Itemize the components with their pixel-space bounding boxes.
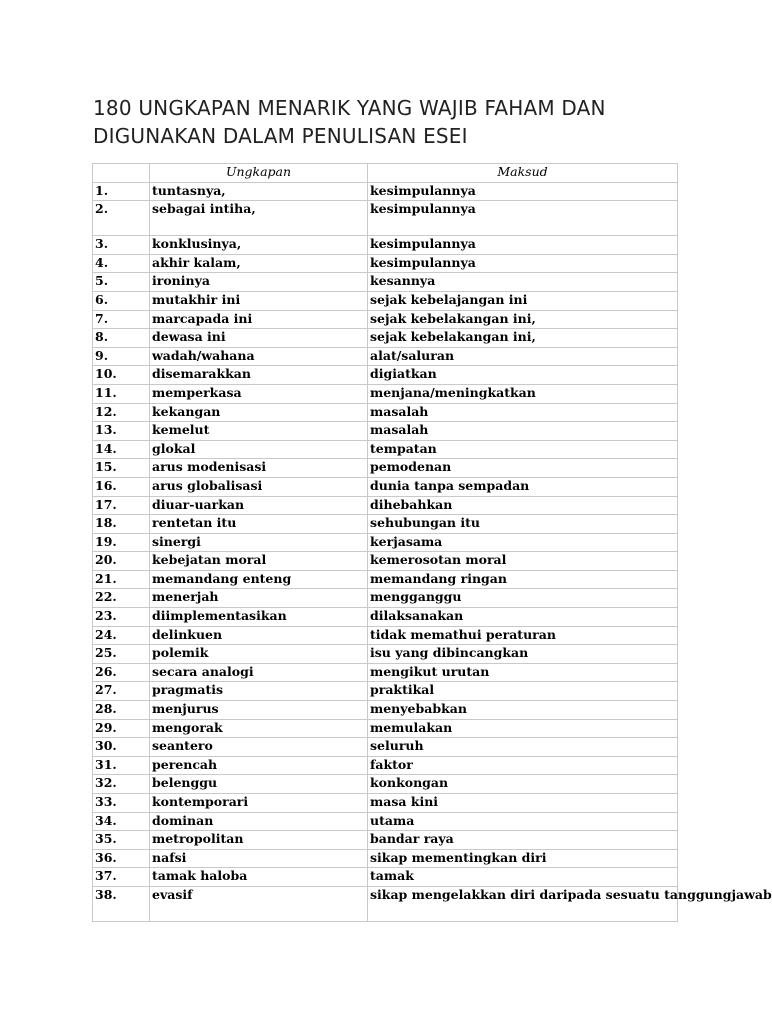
row-maksud: praktikal <box>368 682 678 701</box>
row-ungkapan: perencah <box>150 756 368 775</box>
row-maksud: dilaksanakan <box>368 608 678 627</box>
table-row <box>93 756 678 775</box>
row-maksud: kesannya <box>368 273 678 292</box>
table-row <box>93 201 678 236</box>
row-ungkapan: ironinya <box>150 273 368 292</box>
row-ungkapan: menerjah <box>150 589 368 608</box>
row-ungkapan: evasif <box>150 886 368 921</box>
row-number: 5. <box>93 273 150 292</box>
row-ungkapan: belenggu <box>150 775 368 794</box>
row-maksud: alat/saluran <box>368 347 678 366</box>
row-number: 19. <box>93 533 150 552</box>
row-ungkapan: glokal <box>150 440 368 459</box>
table-row <box>93 570 678 589</box>
table-row <box>93 812 678 831</box>
table-row <box>93 663 678 682</box>
table-row <box>93 682 678 701</box>
row-maksud: konkongan <box>368 775 678 794</box>
table-row <box>93 589 678 608</box>
row-ungkapan: kemelut <box>150 422 368 441</box>
row-maksud: memulakan <box>368 719 678 738</box>
row-ungkapan: arus modenisasi <box>150 459 368 478</box>
row-maksud: kesimpulannya <box>368 254 678 273</box>
row-maksud: pemodenan <box>368 459 678 478</box>
row-ungkapan: pragmatis <box>150 682 368 701</box>
table-row <box>93 886 678 921</box>
row-number: 2. <box>93 201 150 236</box>
row-number: 15. <box>93 459 150 478</box>
table-row <box>93 515 678 534</box>
row-maksud: utama <box>368 812 678 831</box>
row-ungkapan: kekangan <box>150 403 368 422</box>
row-maksud: dihebahkan <box>368 496 678 515</box>
row-number: 34. <box>93 812 150 831</box>
row-maksud: sikap mementingkan diri <box>368 849 678 868</box>
row-number: 16. <box>93 477 150 496</box>
header-number <box>93 164 150 183</box>
row-maksud: tempatan <box>368 440 678 459</box>
row-maksud: mengganggu <box>368 589 678 608</box>
row-ungkapan: seantero <box>150 738 368 757</box>
row-maksud: sejak kebelakangan ini, <box>368 329 678 348</box>
row-ungkapan: dominan <box>150 812 368 831</box>
row-number: 23. <box>93 608 150 627</box>
row-number: 28. <box>93 701 150 720</box>
row-number: 37. <box>93 868 150 887</box>
row-ungkapan: rentetan itu <box>150 515 368 534</box>
row-maksud: sejak kebelajangan ini <box>368 291 678 310</box>
vocabulary-table <box>92 163 772 922</box>
row-number: 38. <box>93 886 150 921</box>
table-row <box>93 701 678 720</box>
row-ungkapan: arus globalisasi <box>150 477 368 496</box>
row-maksud: seluruh <box>368 738 678 757</box>
row-ungkapan: wadah/wahana <box>150 347 368 366</box>
table-row <box>93 552 678 571</box>
row-ungkapan: delinkuen <box>150 626 368 645</box>
row-maksud: memandang ringan <box>368 570 678 589</box>
table-row <box>93 384 678 403</box>
row-maksud: menyebabkan <box>368 701 678 720</box>
row-maksud: masalah <box>368 403 678 422</box>
table-row <box>93 849 678 868</box>
row-maksud: isu yang dibincangkan <box>368 645 678 664</box>
row-number: 26. <box>93 663 150 682</box>
row-ungkapan: mengorak <box>150 719 368 738</box>
table-row <box>93 719 678 738</box>
table-row <box>93 645 678 664</box>
row-maksud: masa kini <box>368 794 678 813</box>
row-ungkapan: sinergi <box>150 533 368 552</box>
row-ungkapan: diuar-uarkan <box>150 496 368 515</box>
row-ungkapan: disemarakkan <box>150 366 368 385</box>
row-ungkapan: tamak haloba <box>150 868 368 887</box>
row-ungkapan: secara analogi <box>150 663 368 682</box>
table-row <box>93 347 678 366</box>
row-maksud: tamak <box>368 868 678 887</box>
table-row <box>93 291 678 310</box>
row-number: 30. <box>93 738 150 757</box>
row-number: 27. <box>93 682 150 701</box>
row-number: 10. <box>93 366 150 385</box>
row-ungkapan: marcapada ini <box>150 310 368 329</box>
table-row <box>93 533 678 552</box>
table-row <box>93 366 678 385</box>
row-maksud: kesimpulannya <box>368 201 678 236</box>
row-number: 29. <box>93 719 150 738</box>
table-row <box>93 608 678 627</box>
row-number: 9. <box>93 347 150 366</box>
row-number: 36. <box>93 849 150 868</box>
table-row <box>93 273 678 292</box>
row-number: 13. <box>93 422 150 441</box>
row-number: 25. <box>93 645 150 664</box>
table-row <box>93 329 678 348</box>
row-ungkapan: polemik <box>150 645 368 664</box>
row-maksud: faktor <box>368 756 678 775</box>
row-number: 4. <box>93 254 150 273</box>
row-number: 33. <box>93 794 150 813</box>
table-header-row <box>93 164 678 183</box>
table-row <box>93 182 678 201</box>
row-ungkapan: kontemporari <box>150 794 368 813</box>
row-number: 14. <box>93 440 150 459</box>
table-row <box>93 794 678 813</box>
row-number: 1. <box>93 182 150 201</box>
table-row <box>93 459 678 478</box>
row-maksud: mengikut urutan <box>368 663 678 682</box>
table-row <box>93 626 678 645</box>
row-ungkapan: diimplementasikan <box>150 608 368 627</box>
row-number: 24. <box>93 626 150 645</box>
row-maksud: kemerosotan moral <box>368 552 678 571</box>
row-ungkapan: menjurus <box>150 701 368 720</box>
table-row <box>93 496 678 515</box>
row-ungkapan: memperkasa <box>150 384 368 403</box>
title-line-2: DIGUNAKAN DALAM PENULISAN ESEI <box>93 124 468 148</box>
row-ungkapan: konklusinya, <box>150 236 368 255</box>
row-maksud: kerjasama <box>368 533 678 552</box>
row-number: 6. <box>93 291 150 310</box>
row-ungkapan: memandang enteng <box>150 570 368 589</box>
row-maksud: sehubungan itu <box>368 515 678 534</box>
row-number: 20. <box>93 552 150 571</box>
row-ungkapan: sebagai intiha, <box>150 201 368 236</box>
table-row <box>93 422 678 441</box>
row-maksud: menjana/meningkatkan <box>368 384 678 403</box>
row-maksud: tidak memathui peraturan <box>368 626 678 645</box>
row-number: 21. <box>93 570 150 589</box>
table-row <box>93 440 678 459</box>
row-maksud: kesimpulannya <box>368 236 678 255</box>
row-maksud: bandar raya <box>368 831 678 850</box>
row-maksud: dunia tanpa sempadan <box>368 477 678 496</box>
row-number: 35. <box>93 831 150 850</box>
row-maksud: masalah <box>368 422 678 441</box>
table-row <box>93 477 678 496</box>
row-number: 12. <box>93 403 150 422</box>
table-row <box>93 775 678 794</box>
row-ungkapan: dewasa ini <box>150 329 368 348</box>
row-maksud: kesimpulannya <box>368 182 678 201</box>
header-ungkapan: Ungkapan <box>150 164 368 183</box>
table-row <box>93 868 678 887</box>
table-row <box>93 236 678 255</box>
row-ungkapan: tuntasnya, <box>150 182 368 201</box>
title-line-1: 180 UNGKAPAN MENARIK YANG WAJIB FAHAM DAN <box>93 96 606 120</box>
row-number: 32. <box>93 775 150 794</box>
row-ungkapan: kebejatan moral <box>150 552 368 571</box>
row-number: 8. <box>93 329 150 348</box>
table-row <box>93 831 678 850</box>
table-row <box>93 310 678 329</box>
table-row <box>93 254 678 273</box>
header-maksud: Maksud <box>368 164 678 183</box>
row-number: 11. <box>93 384 150 403</box>
row-number: 17. <box>93 496 150 515</box>
row-ungkapan: mutakhir ini <box>150 291 368 310</box>
row-maksud: sejak kebelakangan ini, <box>368 310 678 329</box>
row-maksud: sikap mengelakkan diri daripada sesuatu tanggungjawab <box>368 886 678 921</box>
row-ungkapan: nafsi <box>150 849 368 868</box>
row-ungkapan: akhir kalam, <box>150 254 368 273</box>
row-maksud: digiatkan <box>368 366 678 385</box>
row-number: 31. <box>93 756 150 775</box>
table-row <box>93 738 678 757</box>
row-number: 22. <box>93 589 150 608</box>
row-ungkapan: metropolitan <box>150 831 368 850</box>
document-title <box>93 94 693 150</box>
row-number: 3. <box>93 236 150 255</box>
row-number: 18. <box>93 515 150 534</box>
table-row <box>93 403 678 422</box>
row-number: 7. <box>93 310 150 329</box>
